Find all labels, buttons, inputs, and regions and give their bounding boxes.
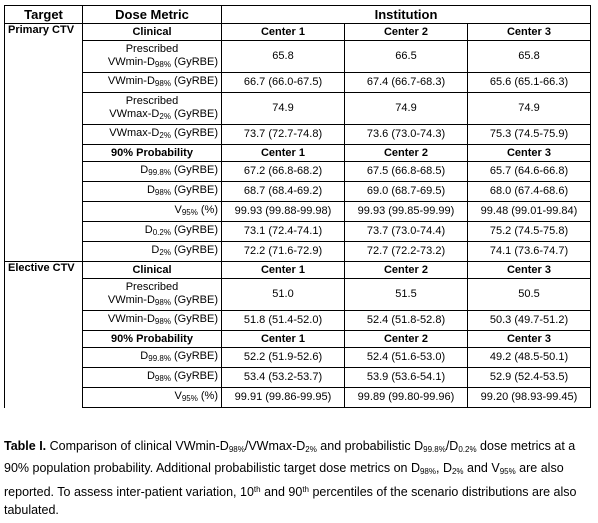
table-row [5,182,591,202]
table-caption [4,437,592,519]
value-cell: 73.1 (72.4-74.1) [222,222,345,242]
value-cell: 67.4 (66.7-68.3) [345,73,468,93]
metric-subscript: 98% [154,59,171,69]
value-cell: 99.93 (99.85-99.99) [345,202,468,222]
target-spacer [5,348,83,368]
value-cell: 52.2 (51.9-52.6) [222,348,345,368]
metric-subscript: 2% [159,111,171,121]
target-label: Primary CTV [5,24,83,41]
metric-name [86,75,218,90]
center-heading: Center 3 [468,262,591,279]
metric-unit: (GyRBE) [174,107,218,120]
target-spacer [5,93,83,125]
metric-name [86,204,218,219]
target-spacer [5,388,83,408]
table-row [5,162,591,182]
caption-subscript: 98% [228,445,245,454]
value-cell: 52.4 (51.8-52.8) [345,311,468,331]
value-cell: 67.5 (66.8-68.5) [345,162,468,182]
metric-symbol: D [140,350,149,362]
metric-unit: (GyRBE) [174,244,218,256]
metric-subscript: 0.2% [152,228,171,237]
metric-subscript: 98% [154,297,171,307]
caption-superscript: th [302,485,309,494]
metric-label [83,73,222,93]
metric-unit: (GyRBE) [174,350,218,362]
caption-fragment: and probabilistic D [316,439,424,453]
value-cell: 66.5 [345,41,468,73]
metric-subscript: 95% [181,208,198,217]
value-cell: 65.6 (65.1-66.3) [468,73,591,93]
target-spacer [5,125,83,145]
metric-symbol: VWmin-D [107,293,155,306]
metric-unit: (%) [200,390,218,402]
caption-superscript: th [253,485,261,494]
metric-label [83,125,222,145]
metric-symbol: V [174,390,182,402]
metric-subscript: 98% [154,79,171,88]
metric-unit: (GyRBE) [174,293,218,306]
metric-name [86,313,218,328]
metric-subscript: 98% [154,188,171,197]
target-spacer [5,41,83,73]
metric-name [86,127,218,142]
metric-name [86,390,218,405]
group-header-row [5,145,591,162]
metric-symbol: VWmin-D [107,313,155,325]
metric-name [86,164,218,179]
metric-subscript: 98% [154,317,171,326]
value-cell: 53.4 (53.2-53.7) [222,368,345,388]
metric-unit: (GyRBE) [174,224,218,236]
metric-label [83,279,222,311]
caption-fragment: /VWmax-D [244,439,306,453]
target-spacer [5,202,83,222]
target-spacer [5,162,83,182]
caption-subscript: 95% [499,467,516,476]
value-cell: 66.7 (66.0-67.5) [222,73,345,93]
target-spacer [5,242,83,262]
target-spacer [5,368,83,388]
metric-symbol: D [146,184,155,196]
value-cell: 65.7 (64.6-66.8) [468,162,591,182]
center-heading: Center 1 [222,24,345,41]
value-cell: 65.8 [468,41,591,73]
metric-unit: (%) [200,204,218,216]
metric-name [86,224,218,239]
group-heading: 90% Probability [83,331,222,348]
value-cell: 75.3 (74.5-75.9) [468,125,591,145]
value-cell: 69.0 (68.7-69.5) [345,182,468,202]
dose-metrics-table [4,5,591,408]
value-cell: 65.8 [222,41,345,73]
metric-label [83,202,222,222]
value-cell: 51.5 [345,279,468,311]
header-dose-metric: Dose Metric [83,6,222,24]
metric-unit: (GyRBE) [174,75,218,87]
metric-symbol: VWmin-D [107,75,155,87]
target-spacer [5,182,83,202]
caption-fragment: /D [445,439,459,453]
table-row [5,311,591,331]
metric-label [83,222,222,242]
metric-unit: (GyRBE) [174,313,218,325]
value-cell: 51.8 (51.4-52.0) [222,311,345,331]
value-cell: 49.2 (48.5-50.1) [468,348,591,368]
table-row [5,348,591,368]
group-heading: 90% Probability [83,145,222,162]
table-row [5,279,591,311]
metric-subscript: 98% [154,374,171,383]
metric-subscript: 99.8% [148,168,171,177]
value-cell: 68.0 (67.4-68.6) [468,182,591,202]
caption-fragment: percentiles of the scenario distributions are also tabulated. [4,485,577,517]
value-cell: 99.91 (99.86-99.95) [222,388,345,408]
group-header-row [5,24,591,41]
table-row [5,242,591,262]
metric-subscript: 95% [181,394,198,403]
target-label: Elective CTV [5,262,83,279]
table-row [5,202,591,222]
header-row [5,6,591,24]
header-target: Target [5,6,83,24]
caption-fragment: and V [463,461,500,475]
value-cell: 74.1 (73.6-74.7) [468,242,591,262]
metric-subscript: 2% [159,131,171,140]
caption-fragment: are also reported. To assess inter-patient variation, 10 [4,461,564,499]
value-cell: 72.7 (72.2-73.2) [345,242,468,262]
value-cell: 72.2 (71.6-72.9) [222,242,345,262]
metric-name [86,294,218,309]
header-institution: Institution [222,6,591,24]
group-header-row [5,331,591,348]
value-cell: 52.4 (51.6-53.0) [345,348,468,368]
target-spacer [5,73,83,93]
center-heading: Center 1 [222,331,345,348]
metric-name [86,184,218,199]
metric-name [86,370,218,385]
group-heading: Clinical [83,262,222,279]
value-cell: 51.0 [222,279,345,311]
target-spacer [5,222,83,242]
table-row [5,93,591,125]
metric-label [83,41,222,73]
metric-label [83,311,222,331]
metric-label [83,93,222,125]
group-heading: Clinical [83,24,222,41]
value-cell: 50.3 (49.7-51.2) [468,311,591,331]
metric-label [83,182,222,202]
caption-subscript: 0.2% [458,445,477,454]
caption-subscript: 2% [305,445,317,454]
metric-label [83,242,222,262]
caption-subscript: 98% [419,467,436,476]
metric-label [83,348,222,368]
metric-unit: (GyRBE) [174,370,218,382]
metric-symbol: VWmax-D [109,107,160,120]
table-row [5,125,591,145]
metric-subscript: 2% [159,248,171,257]
value-cell: 75.2 (74.5-75.8) [468,222,591,242]
metric-prefix: Prescribed [125,42,179,55]
value-cell: 53.9 (53.6-54.1) [345,368,468,388]
center-heading: Center 3 [468,145,591,162]
metric-subscript: 99.8% [148,354,171,363]
value-cell: 73.6 (73.0-74.3) [345,125,468,145]
target-spacer [5,311,83,331]
target-spacer [5,279,83,311]
value-cell: 74.9 [345,93,468,125]
metric-name [86,244,218,259]
metric-label [83,162,222,182]
caption-fragment: dose metrics at a 90% population probability. Additional probabilistic target dose metrics on D [4,439,576,475]
caption-subscript: 99.8% [423,445,446,454]
table-row [5,368,591,388]
center-heading: Center 2 [345,331,468,348]
metric-unit: (GyRBE) [174,184,218,196]
metric-prefix: Prescribed [125,280,179,293]
value-cell: 73.7 (73.0-74.4) [345,222,468,242]
value-cell: 67.2 (66.8-68.2) [222,162,345,182]
value-cell: 68.7 (68.4-69.2) [222,182,345,202]
metric-unit: (GyRBE) [174,164,218,176]
metric-prefix: Prescribed [125,94,179,107]
center-heading: Center 2 [345,262,468,279]
metric-symbol: D [146,370,155,382]
table-body [5,6,591,408]
center-heading: Center 1 [222,145,345,162]
metric-label [83,388,222,408]
table-row [5,41,591,73]
value-cell: 74.9 [222,93,345,125]
metric-unit: (GyRBE) [174,127,218,139]
metric-unit: (GyRBE) [174,55,218,68]
caption-subscript: 2% [451,467,464,476]
value-cell: 99.20 (98.93-99.45) [468,388,591,408]
caption-fragment: , D [436,461,452,475]
caption-label: Table I. [4,439,47,453]
value-cell: 99.89 (99.80-99.96) [345,388,468,408]
value-cell: 73.7 (72.7-74.8) [222,125,345,145]
metric-name [86,56,218,71]
table-row [5,388,591,408]
metric-label [83,368,222,388]
group-header-row [5,262,591,279]
metric-symbol: VWmax-D [109,127,160,139]
value-cell: 74.9 [468,93,591,125]
center-heading: Center 2 [345,145,468,162]
value-cell: 99.93 (99.88-99.98) [222,202,345,222]
center-heading: Center 2 [345,24,468,41]
metric-symbol: VWmin-D [107,55,155,68]
value-cell: 50.5 [468,279,591,311]
center-heading: Center 3 [468,331,591,348]
caption-fragment: and 90 [260,485,303,499]
table-row [5,222,591,242]
value-cell: 99.48 (99.01-99.84) [468,202,591,222]
metric-name [86,350,218,365]
metric-symbol: D [144,224,153,236]
metric-symbol: V [174,204,182,216]
metric-symbol: D [151,244,160,256]
target-spacer [5,331,83,348]
metric-name [86,108,218,123]
caption-fragment: Comparison of clinical VWmin-D [46,439,229,453]
metric-symbol: D [140,164,149,176]
value-cell: 52.9 (52.4-53.5) [468,368,591,388]
center-heading: Center 3 [468,24,591,41]
table-row [5,73,591,93]
caption-text [4,439,577,517]
target-spacer [5,145,83,162]
center-heading: Center 1 [222,262,345,279]
